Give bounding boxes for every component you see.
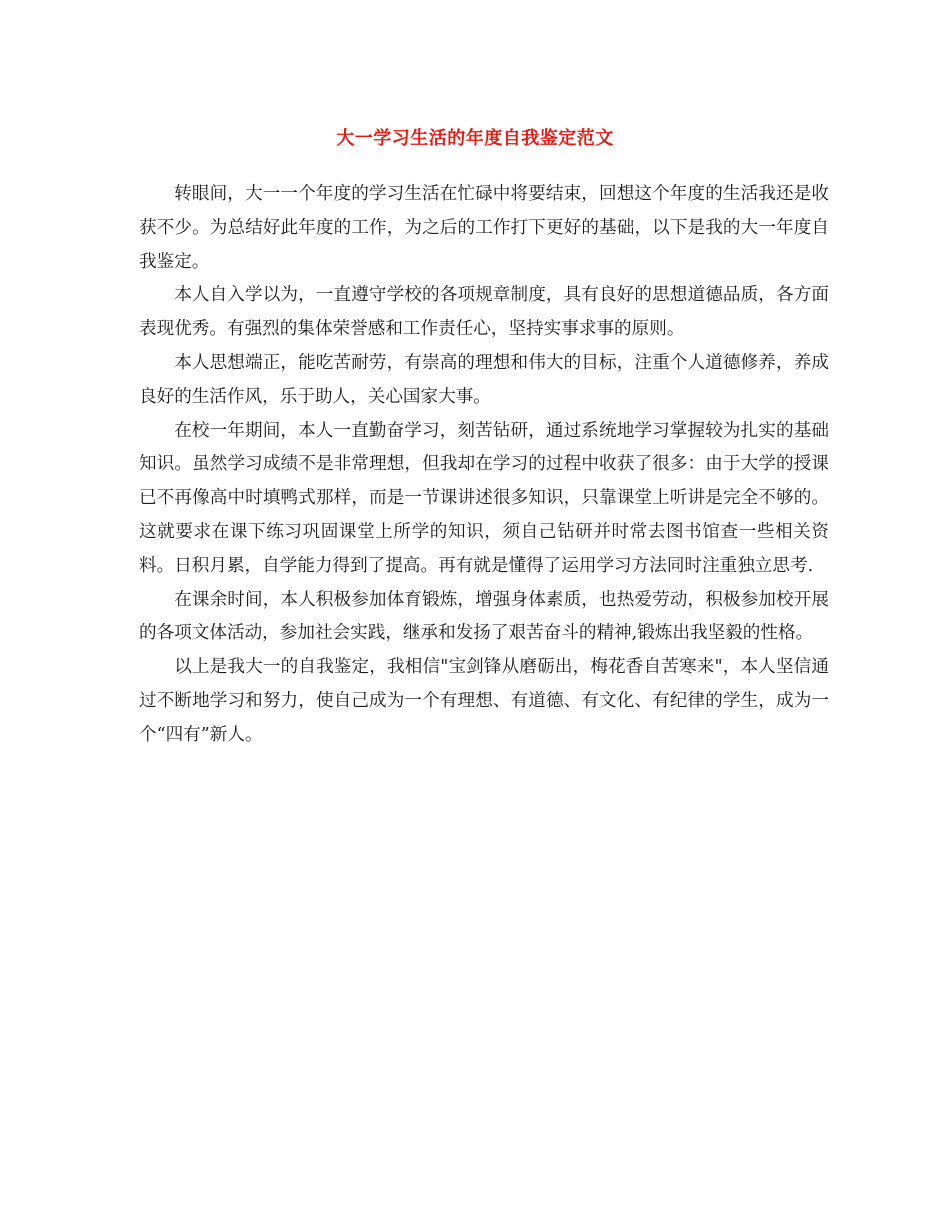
paragraph-intro: 转眼间，大一一个年度的学习生活在忙碌中将要结束，回想这个年度的生活我还是收获不少。为总结好此年度的工作，为之后的工作打下更好的基础，以下是我的大一年度自我鉴定。: [139, 184, 829, 272]
paragraph-activities: 在课余时间，本人积极参加体育锻炼，增强身体素质，也热爱劳动，积极参加校开展的各项文体活动，参加社会实践，继承和发扬了艰苦奋斗的精神,锻炼出我坚毅的性格。: [139, 589, 829, 644]
paragraph-character: 本人思想端正，能吃苦耐劳，有崇高的理想和伟大的目标，注重个人道德修养，养成良好的生活作风，乐于助人，关心国家大事。: [139, 352, 829, 407]
paragraph-study: 在校一年期间，本人一直勤奋学习，刻苦钻研，通过系统地学习掌握较为扎实的基础知识。虽然学习成绩不是非常理想，但我却在学习的过程中收获了很多：由于大学的授课已不再像高中时填鸭式那样，而是一节课讲述很多知识，只靠课堂上听讲是完全不够的。这就要求在课下练习巩固课堂上所学的知识，须自己钻研并时常去图书馆查一些相关资料。日积月累，自学能力得到了提高。再有就是懂得了运用学习方法同时注重独立思考.: [139, 420, 829, 576]
document-title: 大一学习生活的年度自我鉴定范文: [336, 128, 614, 149]
paragraph-conclusion: 以上是我大一的自我鉴定，我相信"宝剑锋从磨砺出，梅花香自苦寒来"，本人坚信通过不断地学习和努力，使自己成为一个有理想、有道德、有文化、有纪律的学生，成为一个“四有”新人。: [139, 657, 829, 745]
paragraph-discipline: 本人自入学以为，一直遵守学校的各项规章制度，具有良好的思想道德品质，各方面表现优秀。有强烈的集体荣誉感和工作责任心，坚持实事求事的原则。: [139, 285, 829, 340]
document-body: [139, 178, 829, 753]
